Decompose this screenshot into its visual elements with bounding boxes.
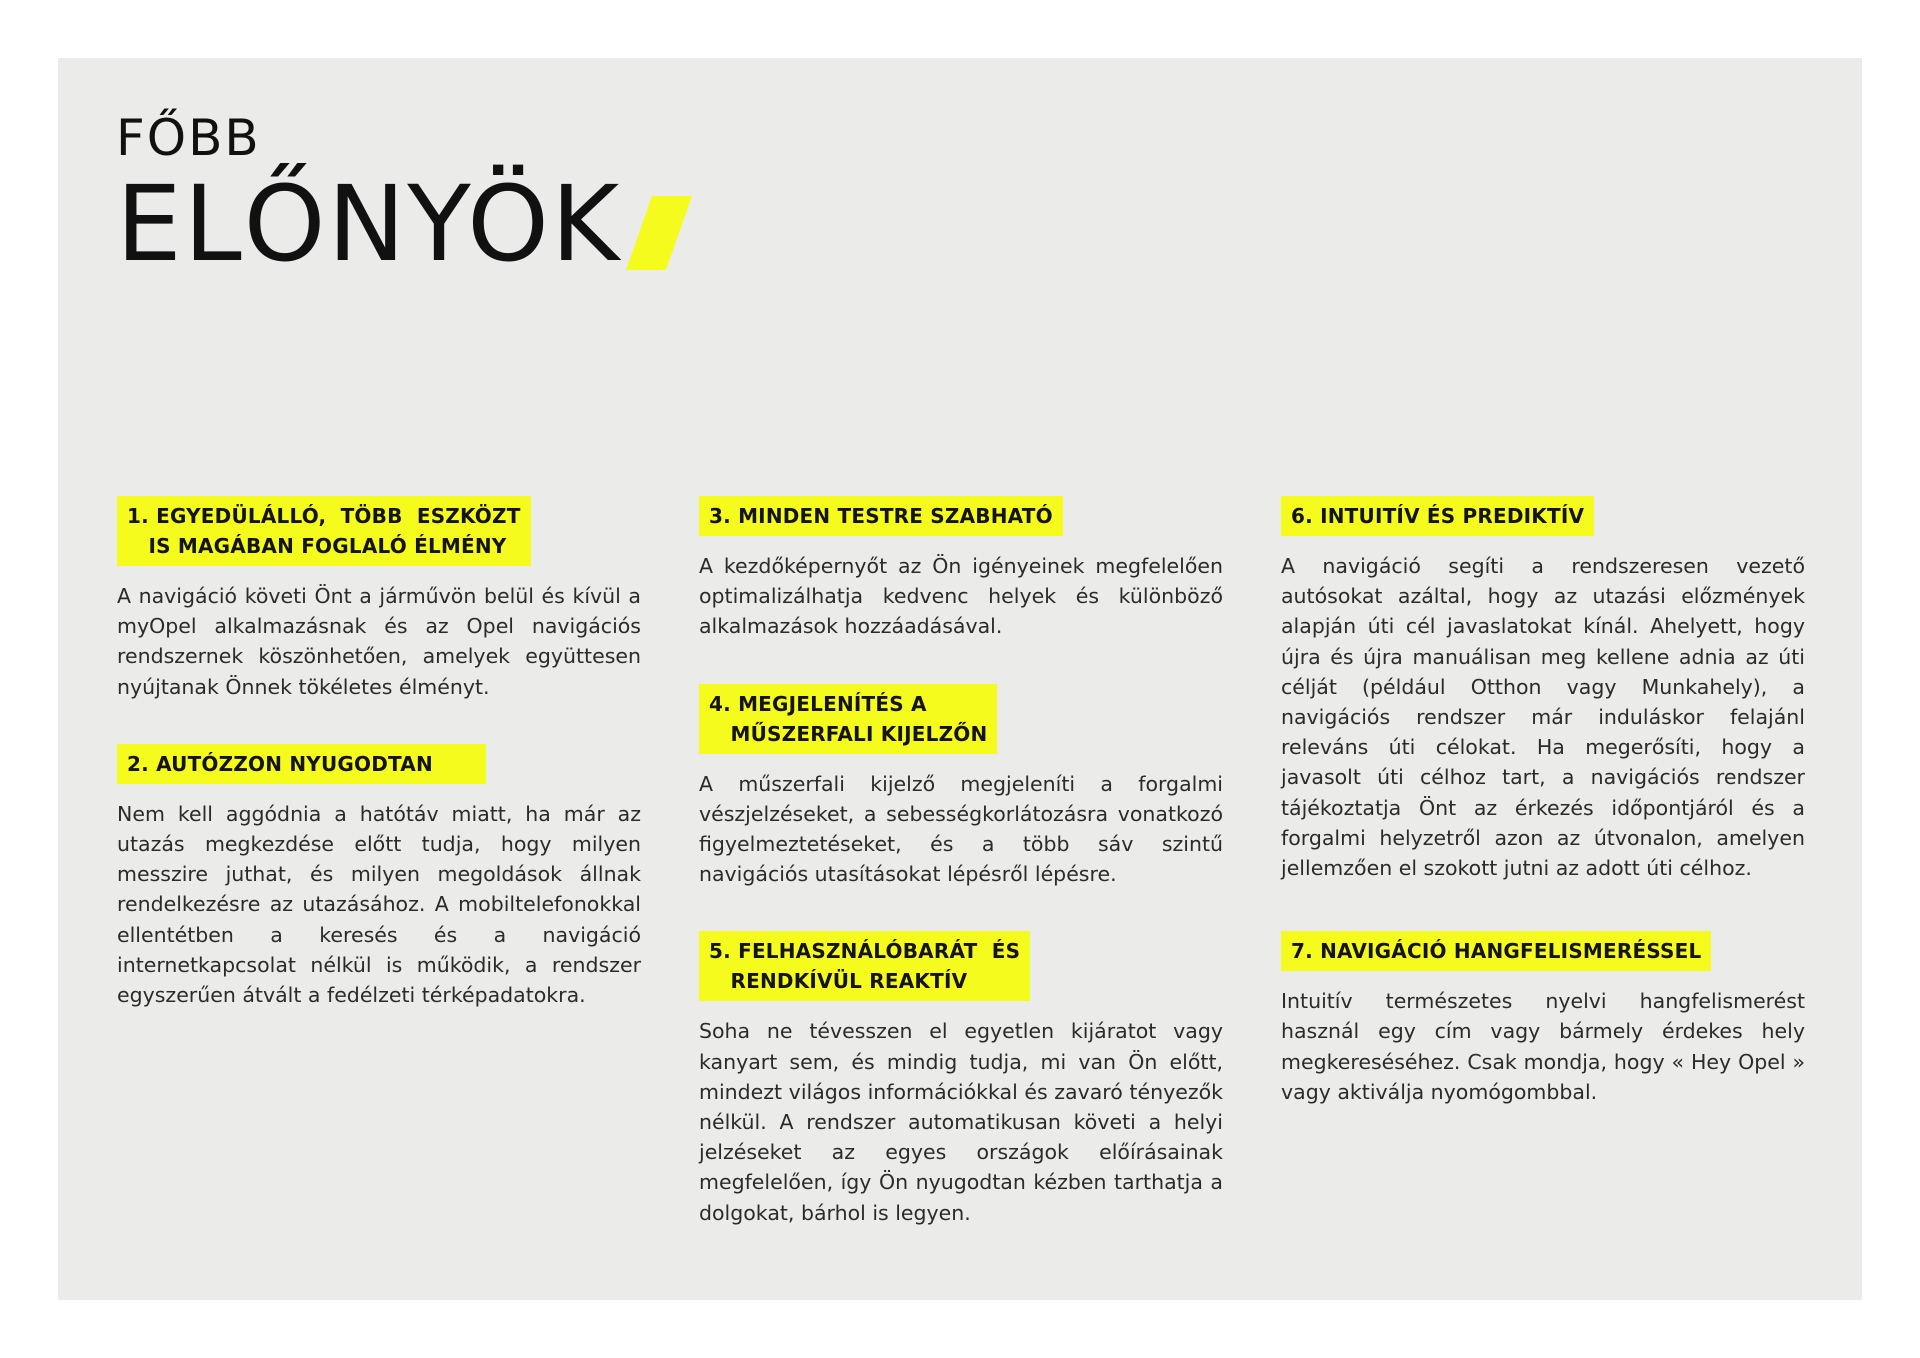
section-1-heading: 1. EGYEDÜLÁLLÓ, TÖBB ESZKÖZT IS MAGÁBAN FOGLALÓ ÉLMÉNY <box>117 496 531 566</box>
column-2 <box>699 496 1223 1228</box>
column-3 <box>1281 496 1805 1107</box>
section-4 <box>699 684 1223 890</box>
section-5 <box>699 931 1223 1227</box>
column-1 <box>117 496 641 1010</box>
section-4-heading: 4. MEGJELENÍTÉS A MŰSZERFALI KIJELZŐN <box>699 684 997 754</box>
section-5-body: Soha ne tévesszen el egyetlen kijáratot vagy kanyart sem, és mindig tudja, mi van Ön előtt, mindezt világos információkkal és zavaró tényezők nélkül. A rendszer automatikusan követi a helyi jelzéseket az egyes országok előírásainak megfelelően, így Ön nyugodtan kézben tarthatja a dolgokat, bárhol is legyen. <box>699 1019 1223 1225</box>
section-3-heading: 3. MINDEN TESTRE SZABHATÓ <box>699 496 1063 536</box>
section-5-heading: 5. FELHASZNÁLÓBARÁT ÉS RENDKÍVÜL REAKTÍV <box>699 931 1030 1001</box>
section-3 <box>699 496 1223 642</box>
section-2-heading: 2. AUTÓZZON NYUGODTAN <box>117 744 486 784</box>
section-7-body: Intuitív természetes nyelvi hangfelismerést használ egy cím vagy bármely érdekes hely megkereséséhez. Csak mondja, hogy « Hey Opel » vagy aktiválja nyomógombbal. <box>1281 989 1805 1104</box>
section-1-body: A navigáció követi Önt a járművön belül és kívül a myOpel alkalmazásnak és az Opel navigációs rendszernek köszönhetően, amelyek együttesen nyújtanak Önnek tökéletes élményt. <box>117 584 641 699</box>
section-7-heading: 7. NAVIGÁCIÓ HANGFELISMERÉSSEL <box>1281 931 1711 971</box>
section-4-body: A műszerfali kijelző megjeleníti a forgalmi vészjelzéseket, a sebességkorlátozásra vonatkozó figyelmeztetéseket, és a több sáv szintű navigációs utasításokat lépésről lépésre. <box>699 771 1223 887</box>
accent-slash-shape <box>626 196 692 270</box>
section-7 <box>1281 931 1805 1107</box>
section-6-body: A navigáció segíti a rendszeresen vezető autósokat azáltal, hogy az utazási előzmények alapján úti cél javaslatokat kínál. Ahelyett, hogy újra és újra manuálisan meg kellene adnia az úti célját (például Otthon vagy Munkahely), a navigációs rendszer már induláskor felajánl releváns úti célokat. Ha megerősíti, hogy a javasolt úti célhoz tart, a navigációs rendszer tájékoztatja Önt az érkezés időpontjáról és a forgalmi helyzetről azon az útvonalon, amelyen jellemzően el szokott jutni az adott úti célhoz. <box>1281 554 1805 881</box>
section-6 <box>1281 496 1805 883</box>
title-big: ELŐNYÖK <box>116 163 622 285</box>
title-small: FŐBB <box>116 109 261 167</box>
section-2 <box>117 744 641 1010</box>
section-2-body: Nem kell aggódnia a hatótáv miatt, ha már az utazás megkezdése előtt tudja, hogy milyen messzire juthat, és milyen megoldások állnak rendelkezésre az utazásához. A mobiltelefonokkal ellentétben a keresés és a navigáció internetkapcsolat nélkül is működik, a rendszer egyszerűen átvált a fedélzeti térképadatokra. <box>117 801 641 1008</box>
section-6-heading: 6. INTUITÍV ÉS PREDIKTÍV <box>1281 496 1594 536</box>
accent-slash-icon <box>626 196 692 270</box>
section-1 <box>117 496 641 702</box>
section-3-body: A kezdőképernyőt az Ön igényeinek megfelelően optimalizálhatja kedvenc helyek és különböző alkalmazások hozzáadásával. <box>699 554 1223 639</box>
